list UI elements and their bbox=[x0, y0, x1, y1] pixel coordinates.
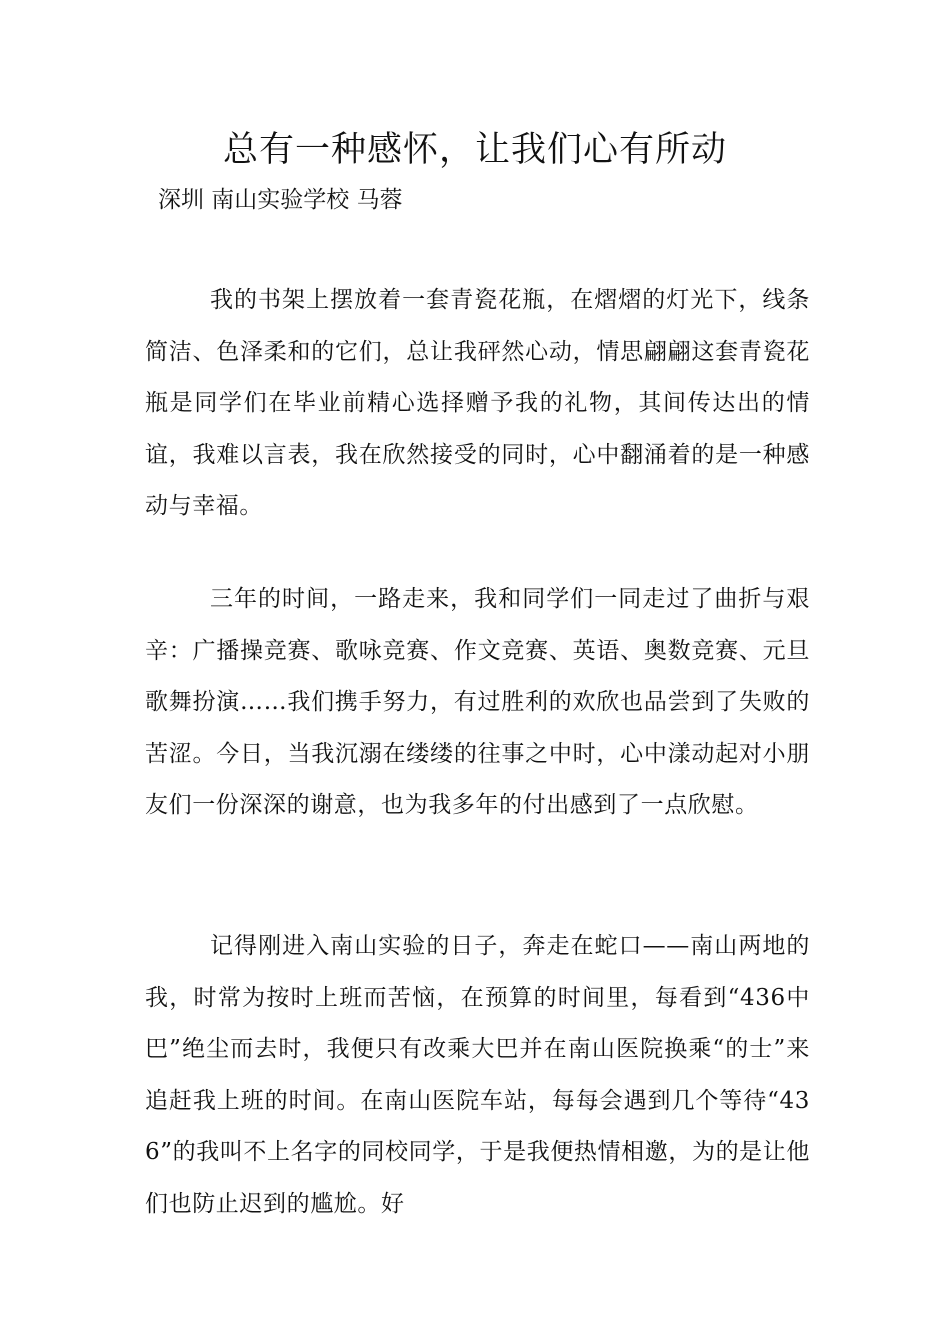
paragraph-1: 我的书架上摆放着一套青瓷花瓶，在熠熠的灯光下，线条简洁、色泽柔和的它们，总让我砰然心动，情思翩翩这套青瓷花瓶是同学们在毕业前精心选择赠予我的礼物，其间传达出的情谊，我难以言表，我在欣然接受的同时，心中翻涌着的是一种感动与幸福。 bbox=[145, 287, 810, 519]
document-title: 总有一种感怀，让我们心有所动 bbox=[222, 130, 727, 170]
paragraph-2: 三年的时间，一路走来，我和同学们一同走过了曲折与艰辛：广播操竞赛、歌咏竞赛、作文竞赛、英语、奥数竞赛、元旦歌舞扮演……我们携手努力，有过胜利的欢欣也品尝到了失败的苦涩。今日，当我沉溺在缕缕的往事之中时，心中漾动起对小朋友们一份深深的谢意，也为我多年的付出感到了一点欣慰。 bbox=[145, 586, 810, 818]
paragraph-3: 记得刚进入南山实验的日子，奔走在蛇口——南山两地的我，时常为按时上班而苦恼，在预算的时间里，每看到“436中巴”绝尘而去时，我便只有改乘大巴并在南山医院换乘“的士”来追赶我上班的时间。在南山医院车站，每每会遇到几个等待“436”的我叫不上名字的同校同学，于是我便热情相邀，为的是让他们也防止迟到的尴尬。好 bbox=[145, 933, 810, 1217]
author-byline: 深圳 南山实验学校 马蓉 bbox=[158, 187, 403, 213]
